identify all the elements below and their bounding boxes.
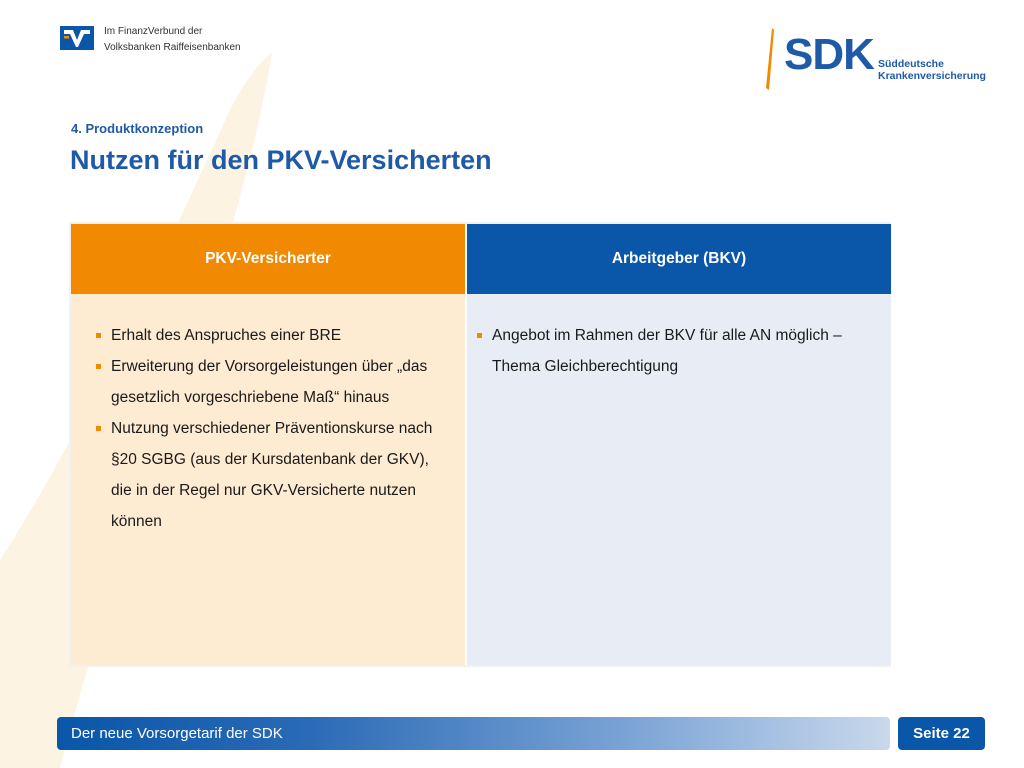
footer-bar	[57, 717, 890, 750]
column-employer	[465, 224, 891, 665]
sdk-logo	[766, 28, 986, 90]
column-pkv	[71, 224, 465, 665]
section-label: 4. Produktkonzeption	[71, 121, 204, 136]
sdk-logo-icon	[766, 28, 774, 90]
square-bullet-icon	[477, 333, 482, 338]
sdk-wordmark: SDK	[784, 30, 874, 79]
vb-line2: Volksbanken Raiffeisenbanken	[104, 42, 241, 53]
list-item	[96, 351, 451, 413]
list-item-text: Angebot im Rahmen der BKV für alle AN möglich – Thema Gleichberechtigung	[492, 327, 842, 375]
page-title: Nutzen für den PKV-Versicherten	[70, 145, 492, 175]
sdk-sub-line1: Süddeutsche	[878, 58, 944, 70]
comparison-table	[69, 222, 891, 667]
list-item-text: Nutzung verschiedener Präventionskurse nach §20 SGBG (aus der Kursdatenbank der GKV), die in der Regel nur GKV-Versicherte nutzen können	[111, 420, 433, 530]
square-bullet-icon	[96, 333, 101, 338]
volksbank-logo-icon	[60, 26, 94, 50]
page-number: Seite 22	[898, 717, 985, 750]
vb-line1: Im FinanzVerbund der	[104, 26, 203, 37]
pkv-benefit-list	[71, 294, 465, 537]
sdk-subtitle	[878, 58, 986, 82]
column-header-pkv: PKV-Versicherter	[71, 224, 465, 294]
square-bullet-icon	[96, 426, 101, 431]
list-item	[477, 320, 877, 382]
list-item-text: Erweiterung der Vorsorgeleistungen über „das gesetzlich vorgeschriebene Maß“ hinaus	[111, 358, 428, 406]
list-item-text: Erhalt des Anspruches einer BRE	[111, 327, 342, 344]
column-header-employer: Arbeitgeber (BKV)	[467, 224, 891, 294]
square-bullet-icon	[96, 364, 101, 369]
volksbank-tagline	[104, 24, 241, 56]
list-item	[96, 320, 451, 351]
footer-title: Der neue Vorsorgetarif der SDK	[71, 725, 283, 742]
list-item	[96, 413, 451, 537]
employer-benefit-list	[467, 294, 891, 382]
sdk-sub-line2: Krankenversicherung	[878, 70, 986, 82]
